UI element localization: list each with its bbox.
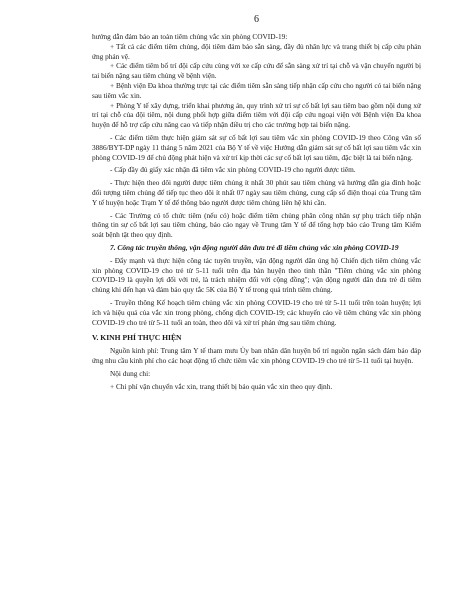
paragraph: + Các điểm tiêm bố trí đội cấp cứu cùng với xe cấp cứu để sẵn sàng xử trí tại chỗ và vận chuyển người bị tai biến nặng sau tiêm chủng về bệnh viện. [92,61,421,81]
paragraph: + Phòng Y tế xây dựng, triển khai phương án, quy trình xử trí sự cố bất lợi sau tiêm bao gồm nội dung xử trí tại chỗ của đội tiêm, nội dung phối hợp giữa điểm tiêm với đội cấp cứu ngoại viện với Bệnh viện Đa khoa huyện để hỗ trợ cấp cứu nâng cao và tiếp nhận điều trị cho các trường hợp tai biến nặng. [92,100,421,130]
section-7-body [92,256,421,328]
paragraph: + Tất cả các điểm tiêm chủng, đội tiêm đảm bảo sẵn sàng, đầy đủ nhân lực và trang thiết bị cấp cứu phản ứng phản vệ. [92,41,421,61]
paragraph: Nội dung chi: [110,368,151,378]
paragraph: hướng dẫn đảm bảo an toàn tiêm chủng vắc xin phòng COVID-19: [92,32,288,41]
page-number: 6 [254,14,259,25]
paragraph: - Cấp đầy đủ giấy xác nhận đã tiêm vắc xin phòng COVID-19 cho người được tiêm. [110,165,356,175]
paragraph: - Các điểm tiêm thực hiện giám sát sự cố bất lợi sau tiêm vắc xin phòng COVID-19 theo Công văn số 3886/BYT-DP ngày 11 tháng 5 năm 2021 của Bộ Y tế về việc Hướng dẫn giám sát sự cố bất lợi sau tiêm vắc xin phòng COVID-19 để chủ động phát hiện và xử trí kịp thời các sự cố bất lợi sau tiêm, đặc biệt là tai biến nặng. [92,132,421,162]
paragraph: - Truyền thông Kế hoạch tiêm chủng vắc xin phòng COVID-19 cho trẻ từ 5-11 tuổi trên toàn huyện; lợi ích và hiệu quả của vắc xin trong phòng, chống dịch COVID-19; các khuyến cáo về tiêm chủng vắc xin phòng COVID-19 cho trẻ từ 5-11 tuổi an toàn, theo dõi và xử trí phản ứng sau tiêm chủng. [92,297,421,327]
section-title-v: V. KINH PHÍ THỰC HIỆN [92,333,182,343]
paragraph: + Bệnh viện Đa khoa thường trực tại các điểm tiêm sẵn sàng tiếp nhận cấp cứu cho người có tai biến nặng sau tiêm vắc xin. [92,80,421,100]
paragraph: + Chi phí vận chuyển vắc xin, trang thiết bị bảo quản vắc xin theo quy định. [110,381,333,391]
paragraph: Nguồn kinh phí: Trung tâm Y tế tham mưu Ủy ban nhân dân huyện bố trí nguồn ngân sách đảm bảo đáp ứng nhu cầu kinh phí cho các hoạt động tổ chức tiêm vắc xin phòng COVID-19 cho trẻ từ 5-11 tuổi tại huyện. [92,346,421,366]
section-heading-7: 7. Công tác truyền thông, vận động người dân đưa trẻ đi tiêm chủng vắc xin phòng COVID-19 [110,242,399,252]
paragraph: - Đẩy mạnh và thực hiện công tác tuyên truyền, vận động người dân ủng hộ Chiến dịch tiêm chủng vắc xin phòng COVID-19 cho trẻ từ 5-11 tuổi trên địa bàn huyện theo tinh thần "Tiêm chủng vắc xin phòng COVID-19 là quyền lợi đối với trẻ, là trách nhiệm đối với cộng đồng"; vận động người dân đưa trẻ đi tiêm chủng khi đến hạn và đảm bảo quy tắc 5K của Bộ Y tế trong quá trình tiêm chủng. [92,255,421,295]
paragraph: - Các Trường có tổ chức tiêm (nếu có) hoặc điểm tiêm chủng phân công nhân sự phụ trách tiếp nhận thông tin sự cố bất lợi sau tiêm chủng, báo cáo ngay về Trung tâm Y tế để tổng hợp báo cáo Trung tâm Kiểm soát bệnh tật theo quy định. [92,210,421,240]
section-v-body [92,346,421,391]
paragraph: - Thực hiện theo dõi người được tiêm chủng ít nhất 30 phút sau tiêm chủng và hướng dẫn gia đình hoặc đối tượng tiêm chủng để tiếp tục theo dõi ít nhất 07 ngày sau tiêm chủng, cung cấp số điện thoại của Trung tâm Y tế huyện hoặc Trạm Y tế để thông báo người được tiêm chủng liên hệ khi cần. [92,178,421,207]
section-safety-body [92,32,421,240]
